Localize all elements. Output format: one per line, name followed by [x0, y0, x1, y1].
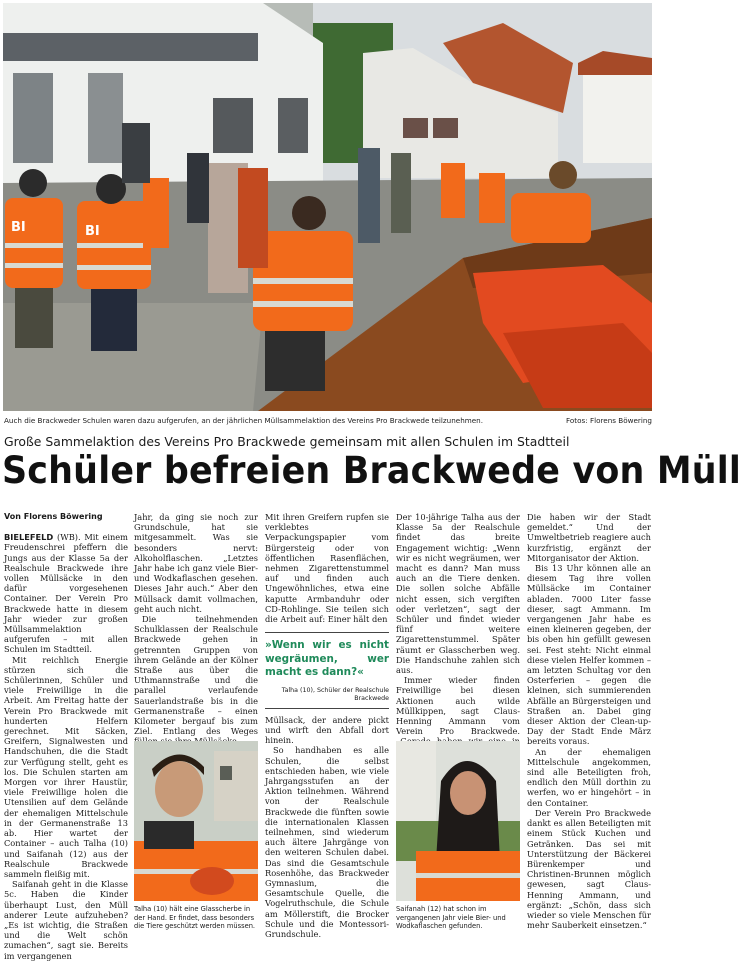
column-4 [396, 512, 520, 767]
pull-quote [265, 632, 389, 709]
column-3 [265, 512, 389, 939]
col3-para-1: Mit ihren Greifern rupfen sie verklebtes Verpackungspapier vom Bürgersteig oder von öffentlichen Rasenflächen, nehmen Zigarettenstummel auf und finden auch Ungewöhnliches, etwa eine kaputte Armbanduhr oder CD-Rohlinge. Sie teilen sich die Arbeit auf: Einer hält den [265, 512, 389, 625]
col1-para-1: BIELEFELD (WB). Mit einem Freudenschrei pfeffern die Jungs aus der Klasse 5a der Realschule Brackwede ihre vollen Müllsäcke in den dafür vorgesehenen Container. Der Verein Pro Brackwede hatte in diesem Jahr wieder zur großen Müllsammelaktion aufgerufen – mit allen Schulen im Stadtteil. [4, 532, 128, 655]
talha-illustration [134, 741, 258, 901]
col1-para-2: Mit reichlich Energie stürzen sich die Schülerinnen, Schüler und viele Freiwillige in die Arbeit. Am Freitag hatte der Verein Pro Brackwede mit hunderten Helfern gerechnet. Mit Säcken, Greifern, Signalwesten und Handschuhen, die die Stadt zur Verfügung stellt, geht es los. Die Schulen starten am Morgen vor ihrer Haustür, viele Freiwillige holen die Utensilien auf dem Gelände der ehemaligen Mittelschule in der Germanenstraße 13 ab. Hier wartet der Container – auch Talha (10) und Saifanah (12) aus der Realschule Brackwede sammeln fleißig mit. [4, 654, 128, 879]
pull-quote-source: Talha (10), Schüler der Realschule Brackwede [281, 686, 389, 702]
photo-caption-row [4, 416, 652, 428]
pull-quote-text: »Wenn wir es nicht wegräumen, wer macht es dann?« [265, 639, 389, 679]
col3-para-2: Müllsack, der andere pickt und wirft den Abfall dort hinein. [265, 714, 389, 746]
col5-para-4: Der Verein Pro Brackwede dankt es allen Beteiligten mit einem Stück Kuchen und Getränken. Das sei mit Unterstützung der Bäckerei Bürenkemper und Christinen-Brunnen möglich gewesen, sagt Claus-Henning Ammann, und ergänzt: „Schön, dass sich wieder so viele Menschen für mehr Sauberkeit einsetzen.“ [527, 807, 651, 931]
col3-para-3: So handhaben es alle Schulen, die selbst entschieden haben, wie viele Jahrgangsstufen an der Aktion teilnehmen. Während von der Realschule Brackwede die fünften sowie die internationalen Klassen teilnehmen, sind wiederum auch ältere Jahrgänge von den weiteren Schulen dabei. Das sind die Gesamtschule Rosenhöhe, das Brackweder Gymnasium, die Gesamtschule Quelle, die Vogelruthschule, die Schule am Möllerstift, die Brocker Schule und die Montessori-Grundschule. [265, 745, 389, 939]
col2-para-2: Die teilnehmenden Schulklassen der Realschule Brackwede gehen in getrennten Gruppen von ihrem Gelände an der Kölner Straße aus über die Uthmannstraße und die parallel verlaufende Sauerlandstraße bis in die Germanenstraße – einen Kilometer bergauf bis zum Ziel. Entlang des Weges [134, 614, 258, 737]
column-2 [134, 512, 258, 747]
photo-caption: Auch die Brackweder Schulen waren dazu aufgerufen, an der jährlichen Müllsammelaktion des Vereins Pro Brackwede teilzunehmen. [4, 416, 484, 425]
byline: Von Florens Böwering [4, 512, 103, 521]
dateline: BIELEFELD [4, 532, 54, 543]
photo-credit: Fotos: Florens Böwering [566, 416, 652, 425]
col4-para-1: Der 10-jährige Talha aus der Klasse 5a der Realschule findet das breite Engagement wichtig: „Wenn wir es nicht wegräumen, wer macht es dann? Man muss auch an die Tiere denken. Die sollen solche Abfälle nicht essen, sich vergiften oder verletzen“, sagt der Schüler und findet wieder fünf weitere Zigarettenstummel. Später räumt er Glasscherben weg. Die Handschuhe zahlen sich aus. [396, 512, 520, 676]
vest-label-2: BI [85, 224, 100, 239]
column-1 [4, 512, 128, 961]
inset-caption-saifanah: Saifanah (12) hat schon im vergangenen Jahr viele Bier- und Wodkaflaschen gefunden. [396, 905, 506, 931]
photo-illustration [3, 3, 652, 411]
col5-para-2: Bis 13 Uhr können alle an diesem Tag ihre vollen Müllsäcke im Container abladen. 7000 Liter fasse dieser, sagt Ammann. Im vergangenen Jahr habe es einen kleineren gegeben, der bis oben hin gefüllt gewesen sei. Fest steht: Nicht einmal diese vielen Helfer kommen – am letzten Schultag vor den Osterferien – gegen die kleinen, sich summierenden Abfälle an Bürgersteigen und Straßen an. Dabei ging dieser Aktion der Clean-up-Day der Stadt Ende März bereits voraus. [527, 563, 651, 747]
main-photo [3, 3, 652, 411]
saifanah-illustration [396, 741, 520, 901]
vest-label-1: BI [11, 220, 26, 235]
inset-photo-talha [134, 741, 258, 901]
inset-caption-talha: Talha (10) hält eine Glasscherbe in der Hand. Er findet, dass besonders die Tiere geschützt werden müssen. [134, 905, 256, 931]
col5-para-1: Die haben wir der Stadt gemeldet.“ Und der Umweltbetrieb reagiere auch kurzfristig, ergänzt der Mitorganisator der Aktion. [527, 512, 651, 563]
col1-para-3: Saifanah geht in die Klasse 5c. Haben die Kinder überhaupt Lust, den Müll anderer Leute aufzuheben? „Es ist wichtig, die Straßen und die Welt schön zumachen“, sagt sie. Bereits im vergangenen [4, 879, 128, 961]
col4-para-2: Immer wieder finden Freiwillige bei diesen Aktionen auch wilde Müllkippen, sagt Claus-Henning Ammann vom Verein Pro Brackwede. [396, 675, 520, 737]
inset-photo-saifanah [396, 741, 520, 901]
col5-para-3: An der ehemaligen Mittelschule angekommen, sind alle Beteiligten froh, endlich den Müll dorthin zu werfen, wo er hingehört – in den Container. [527, 746, 651, 808]
col2-para-1: Jahr, da ging sie noch zur Grundschule, hat sie mitgesammelt. Was sie besonders nervt: Alkoholflaschen. „Letztes Jahr habe ich ganz viele Bier- und Wodkaflaschen gesehen. Dieses Jahr auch.“ Aber den Müllsack damit vollmachen, geht auch nicht. [134, 512, 258, 614]
article-headline: Schüler befreien Brackwede von Müll [2, 448, 741, 492]
article-kicker: Große Sammelaktion des Vereins Pro Brackwede gemeinsam mit allen Schulen im Stadtteil [4, 434, 570, 449]
column-5 [527, 512, 651, 930]
